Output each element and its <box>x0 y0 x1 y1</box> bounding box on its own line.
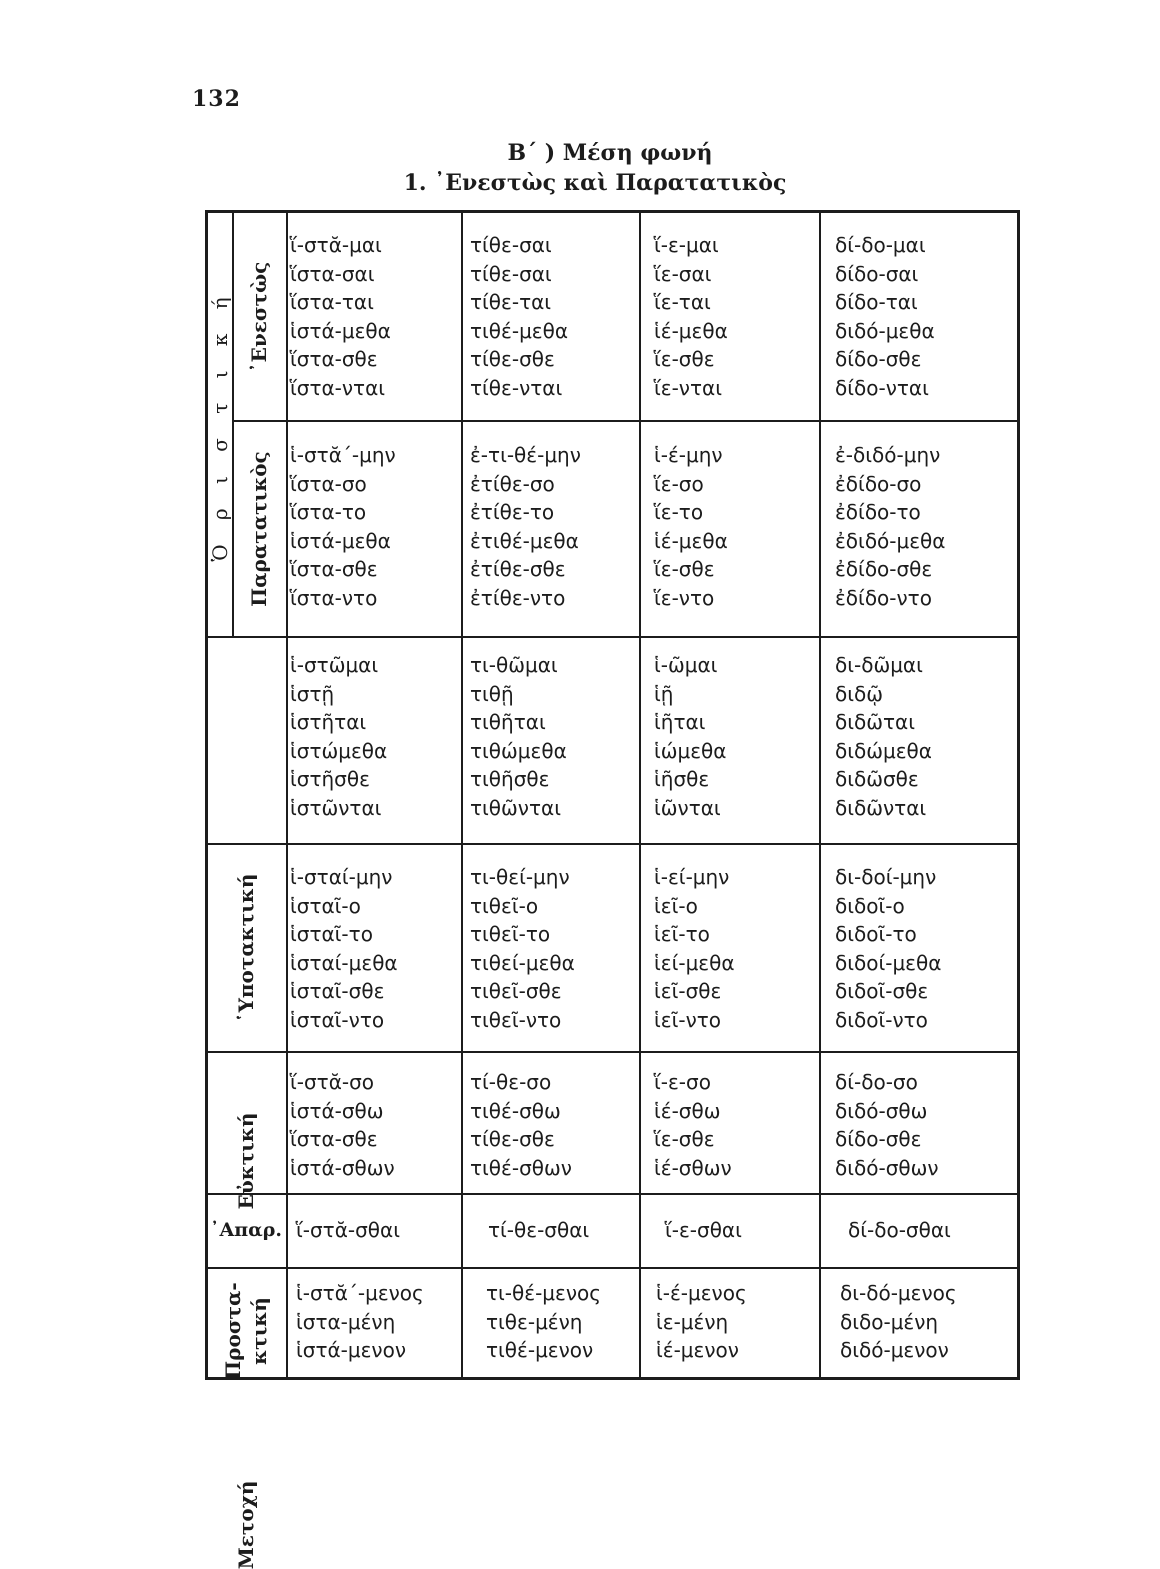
form: ἵε-νται <box>654 375 722 400</box>
metochi-col-4 <box>840 1279 957 1365</box>
ypotaktiki-col-2 <box>470 651 567 822</box>
paratatikos-col-2 <box>470 441 581 612</box>
form: ἐδιδό-μεθα <box>835 528 946 553</box>
label-euktiki: Εὐκτική <box>234 1112 258 1210</box>
divider-row-enestos <box>232 420 1020 422</box>
metochi-col-1 <box>296 1279 424 1365</box>
prostaktiki-col-2 <box>470 1068 572 1182</box>
form: ἱστώμεθα <box>290 738 388 763</box>
form: ἱσταῖ-ντο <box>290 1007 385 1032</box>
form: ἵ-στᾰ-μαι <box>290 233 382 257</box>
paratatikos-col-4 <box>835 441 945 612</box>
enestos-col-2 <box>470 231 568 402</box>
ypotaktiki-col-1 <box>290 651 387 822</box>
form: ἱ-έ-μενος <box>656 1281 747 1305</box>
form: ἱσταῖ-το <box>290 922 373 946</box>
form: ἵστα-σθε <box>290 347 378 371</box>
form: ἵε-το <box>654 500 704 524</box>
form: δί-δο-σο <box>835 1070 918 1094</box>
euktiki-col-2 <box>470 863 575 1034</box>
form: τιθῆσθε <box>470 767 550 791</box>
form: ἵστα-το <box>290 500 367 524</box>
euktiki-col-3 <box>654 863 735 1034</box>
form: ἵστα-σο <box>290 471 367 496</box>
form: τι-θέ-μενος <box>486 1281 601 1305</box>
form: ἱσταῖ-ο <box>290 893 361 918</box>
form: τιθῆται <box>470 710 546 734</box>
aparemfato-col-1: ἵ-στᾰ-σθαι <box>296 1218 400 1242</box>
form: ἐτίθε-σθε <box>470 557 566 581</box>
prostaktiki-col-1 <box>290 1068 395 1182</box>
form: τίθε-σθε <box>470 1127 555 1151</box>
form: ἱῆσθε <box>654 767 710 791</box>
form: ἵστα-σαι <box>290 261 375 286</box>
form: ἱεῖ-σθε <box>654 979 722 1003</box>
form: ἐδίδο-το <box>835 500 921 524</box>
form: ἱστά-μεθα <box>290 528 391 553</box>
form: ἱώμεθα <box>654 738 727 763</box>
euktiki-col-4 <box>835 863 941 1034</box>
metochi-col-3 <box>656 1279 747 1365</box>
form: διδό-μεθα <box>835 318 935 343</box>
form: διδό-μενον <box>840 1338 949 1362</box>
form: διδό-σθων <box>835 1155 939 1180</box>
form: ἵστα-ται <box>290 290 374 314</box>
form: δι-δῶμαι <box>835 653 923 677</box>
form: ἵε-ντο <box>654 585 715 610</box>
form: ἵε-σαι <box>654 261 712 286</box>
form: ἵ-ε-μαι <box>654 233 719 257</box>
form: ἐδίδο-σο <box>835 471 922 496</box>
aparemfato-col-2: τί-θε-σθαι <box>488 1218 590 1242</box>
form: ἐδίδο-ντο <box>835 585 932 610</box>
metochi-col-2 <box>486 1279 601 1365</box>
form: ἱ-στᾰ΄-μην <box>290 443 396 467</box>
form: ἱσταί-μεθα <box>290 950 398 975</box>
form: τιθέ-σθω <box>470 1098 561 1123</box>
form: δίδο-σθε <box>835 347 922 371</box>
form: τίθε-ται <box>470 290 552 314</box>
aparemfato-col-4: δί-δο-σθαι <box>848 1218 951 1242</box>
form: ἱστῇ <box>290 681 335 706</box>
enestos-col-3 <box>654 231 728 402</box>
page-number: 132 <box>192 86 241 112</box>
form: διδῶται <box>835 710 915 734</box>
form: δι-δοί-μην <box>835 865 937 889</box>
form: ἵε-σθε <box>654 347 715 371</box>
form: ἱ-έ-μην <box>654 443 723 467</box>
label-ypotaktiki: ῾Υποτακτική <box>234 873 258 1023</box>
form: ἱεῖ-ντο <box>654 1007 722 1032</box>
form: δίδο-σαι <box>835 261 919 286</box>
form: ἱῆται <box>654 710 706 734</box>
form: τιθέ-μεθα <box>470 318 569 343</box>
form: ἱῶνται <box>654 795 721 820</box>
form: δί-δο-μαι <box>835 233 926 257</box>
form: τιθέ-μενον <box>486 1338 594 1362</box>
ypotaktiki-col-4 <box>835 651 932 822</box>
form: ἱέ-μεθα <box>654 318 728 343</box>
label-metochi: Μετοχή <box>234 1480 258 1569</box>
divider-row-euktiki <box>208 1051 1020 1053</box>
form: ἱστά-μενον <box>296 1338 406 1362</box>
form: ἱ-σταί-μην <box>290 865 393 889</box>
divider-col-3 <box>819 213 821 1380</box>
form: τιθεί-μεθα <box>470 950 575 975</box>
form: ἐτιθέ-μεθα <box>470 528 579 553</box>
form: τιθε-μένη <box>486 1309 583 1334</box>
form: ἵ-στᾰ-σο <box>290 1070 375 1094</box>
form: τι-θεί-μην <box>470 865 570 889</box>
form: ἱστῆται <box>290 710 367 734</box>
form: διδοῖ-το <box>835 922 917 946</box>
form: ἱστῶνται <box>290 795 382 820</box>
form: διδῶνται <box>835 795 927 820</box>
label-prostaktiki-line2: κτική <box>247 1297 271 1365</box>
euktiki-col-1 <box>290 863 398 1034</box>
form: ἵ-ε-σο <box>654 1070 711 1094</box>
divider-row-ypotaktiki <box>208 843 1020 845</box>
form: ἱστά-σθω <box>290 1098 384 1123</box>
form: ἵε-σθε <box>654 557 715 581</box>
form: ἵε-σο <box>654 471 704 496</box>
paratatikos-col-3 <box>654 441 728 612</box>
form: ἱε-μένη <box>656 1309 729 1334</box>
form: διδώμεθα <box>835 738 932 763</box>
form: τιθεῖ-ο <box>470 893 539 918</box>
form: διδοῖ-σθε <box>835 979 929 1003</box>
form: τιθῶνται <box>470 795 561 820</box>
form: ἐ-τι-θέ-μην <box>470 443 581 467</box>
form: ἱεῖ-ο <box>654 893 698 918</box>
section-subtitle: 1. ᾿Ενεστὼς καὶ Παρατατικὸς <box>403 170 787 196</box>
label-prostaktiki <box>220 1282 272 1379</box>
form: διδῶσθε <box>835 767 919 791</box>
form: τιθέ-σθων <box>470 1155 572 1180</box>
paratatikos-col-1 <box>290 441 396 612</box>
form: ἱέ-μεθα <box>654 528 728 553</box>
form: τίθε-σαι <box>470 261 552 286</box>
ypotaktiki-col-3 <box>654 651 726 822</box>
form: ἱέ-σθων <box>654 1155 732 1180</box>
form: τίθε-νται <box>470 375 563 400</box>
form: τιθεῖ-σθε <box>470 979 562 1003</box>
divider-mood-sub <box>232 213 234 636</box>
divider-label-col <box>286 213 288 1380</box>
form: διδοί-μεθα <box>835 950 942 975</box>
form: ἱσταῖ-σθε <box>290 979 385 1003</box>
form: τιθεῖ-ντο <box>470 1007 562 1032</box>
form: ἵστα-σθε <box>290 557 378 581</box>
form: τιθώμεθα <box>470 738 567 763</box>
conjugation-table <box>205 210 1020 1569</box>
divider-row-oristiki <box>208 636 1020 638</box>
form: τι-θῶμαι <box>470 653 558 677</box>
label-prostaktiki-line1: Προστα- <box>221 1282 245 1380</box>
form: ἐτίθε-ντο <box>470 585 566 610</box>
form: δίδο-νται <box>835 375 929 400</box>
form: τιθῇ <box>470 681 514 706</box>
form: διδῷ <box>835 681 883 706</box>
prostaktiki-col-3 <box>654 1068 732 1182</box>
form: τί-θε-σο <box>470 1070 552 1094</box>
form: ἱεῖ-το <box>654 922 710 946</box>
form: ἱ-ῶμαι <box>654 653 718 677</box>
section-title: Β΄ ) Μέση φωνή <box>507 140 713 166</box>
form: ἱ-στῶμαι <box>290 653 379 677</box>
form: διδό-σθω <box>835 1098 928 1123</box>
label-enestos: ᾿Ενεστὼς <box>247 261 271 373</box>
prostaktiki-col-4 <box>835 1068 939 1182</box>
enestos-col-1 <box>290 231 391 402</box>
label-paratatikos: Παρατατικὸς <box>247 451 271 607</box>
form: ἱῇ <box>654 681 674 706</box>
form: διδοῖ-ο <box>835 893 905 918</box>
form: τιθεῖ-το <box>470 922 551 946</box>
form: διδοῖ-ντο <box>835 1007 928 1032</box>
form: ἐ-διδό-μην <box>835 443 941 467</box>
divider-row-aparemfato <box>208 1267 1020 1269</box>
form: δίδο-ται <box>835 290 918 314</box>
aparemfato-col-3: ἵ-ε-σθαι <box>665 1218 742 1242</box>
form: ἱ-στᾰ΄-μενος <box>296 1281 424 1305</box>
form: τίθε-σαι <box>470 233 552 257</box>
form: ἱεί-μεθα <box>654 950 735 975</box>
label-oristiki: Ὁ ρ ι σ τ ι κ ή <box>208 288 232 562</box>
enestos-col-4 <box>835 231 935 402</box>
form: ἐτίθε-το <box>470 500 555 524</box>
divider-row-prostaktiki <box>208 1193 1020 1195</box>
label-aparemfato: ᾿Απαρ. <box>210 1219 283 1241</box>
form: ἐδίδο-σθε <box>835 557 933 581</box>
form: διδο-μένη <box>840 1309 939 1334</box>
form: ἱστα-μένη <box>296 1309 396 1334</box>
form: ἵε-σθε <box>654 1127 715 1151</box>
form: ἱστά-μεθα <box>290 318 391 343</box>
form: ἵστα-ντο <box>290 585 378 610</box>
form: ἱέ-μενον <box>656 1338 739 1362</box>
form: ἱστῆσθε <box>290 767 370 791</box>
form: ἱ-εί-μην <box>654 865 730 889</box>
divider-col-1 <box>461 213 463 1380</box>
form: ἵε-ται <box>654 290 711 314</box>
form: δι-δό-μενος <box>840 1281 957 1305</box>
form: ἵστα-σθε <box>290 1127 378 1151</box>
form: τίθε-σθε <box>470 347 555 371</box>
form: ἱστά-σθων <box>290 1155 395 1180</box>
form: ἱέ-σθω <box>654 1098 721 1123</box>
form: δίδο-σθε <box>835 1127 922 1151</box>
divider-col-2 <box>639 213 641 1380</box>
form: ἵστα-νται <box>290 375 386 400</box>
form: ἐτίθε-σο <box>470 471 555 496</box>
